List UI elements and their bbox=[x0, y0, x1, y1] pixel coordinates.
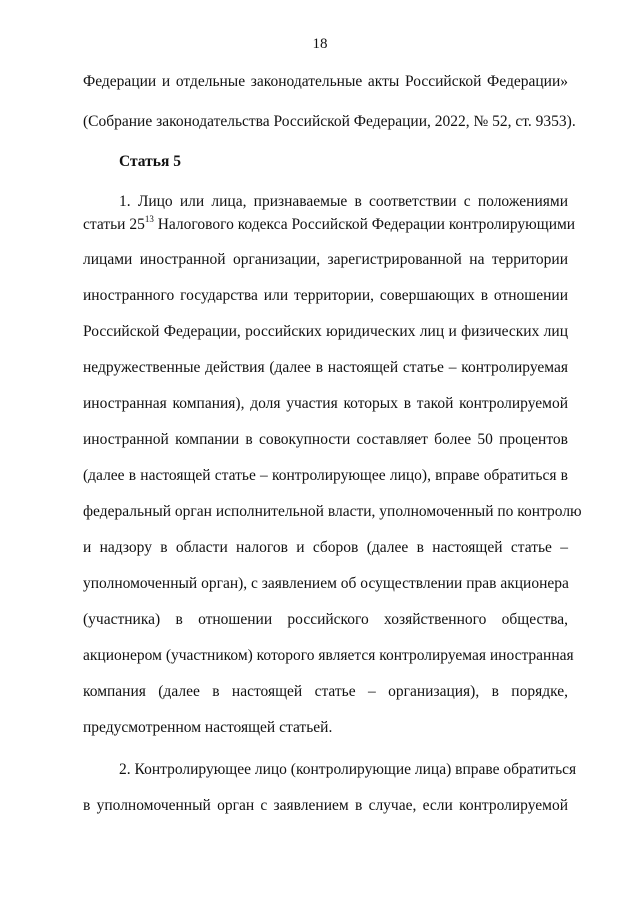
paragraph-line: 1. Лицо или лица, признаваемые в соответствии с положениями bbox=[119, 193, 568, 210]
paragraph-line: предусмотренном настоящей статьей. bbox=[83, 719, 333, 736]
paragraph-line: в уполномоченный орган с заявлением в случае, если контролируемой bbox=[83, 797, 568, 814]
intro-line-2: (Собрание законодательства Российской Федерации, 2022, № 52, ст. 9353). bbox=[83, 113, 576, 130]
paragraph-line: и надзору в области налогов и сборов (далее в настоящей статье – bbox=[83, 539, 568, 556]
paragraph-line: уполномоченный орган), с заявлением об осуществлении прав акционера bbox=[83, 575, 569, 592]
text-fragment: Налогового кодекса Российской Федерации контролирующими bbox=[153, 216, 576, 233]
paragraph-line: (участника) в отношении российского хозяйственного общества, bbox=[83, 611, 568, 628]
paragraph-line bbox=[83, 214, 576, 235]
paragraph-line: иностранная компания), доля участия которых в такой контролируемой bbox=[83, 395, 568, 412]
paragraph-line: лицами иностранной организации, зарегистрированной на территории bbox=[83, 251, 568, 268]
paragraph-line: федеральный орган исполнительной власти, уполномоченный по контролю bbox=[83, 503, 582, 520]
paragraph-line: (далее в настоящей статье – контролирующее лицо), вправе обратиться в bbox=[83, 467, 568, 484]
page-number: 18 bbox=[312, 36, 328, 52]
text-fragment: статьи 25 bbox=[83, 216, 145, 233]
paragraph-line: 2. Контролирующее лицо (контролирующие лица) вправе обратиться bbox=[119, 761, 577, 778]
paragraph-line: иностранной компании в совокупности составляет более 50 процентов bbox=[83, 431, 568, 448]
paragraph-line: иностранного государства или территории, совершающих в отношении bbox=[83, 287, 568, 304]
article-title: Статья 5 bbox=[119, 153, 181, 170]
paragraph-line: недружественные действия (далее в настоящей статье – контролируемая bbox=[83, 359, 568, 376]
superscript: 13 bbox=[144, 214, 154, 224]
paragraph-line: компания (далее в настоящей статье – организация), в порядке, bbox=[83, 683, 568, 700]
paragraph-line: Российской Федерации, российских юридических лиц и физических лиц bbox=[83, 323, 568, 340]
paragraph-line: акционером (участником) которого является контролируемая иностранная bbox=[83, 647, 574, 664]
intro-line-1: Федерации и отдельные законодательные акты Российской Федерации» bbox=[83, 73, 568, 90]
